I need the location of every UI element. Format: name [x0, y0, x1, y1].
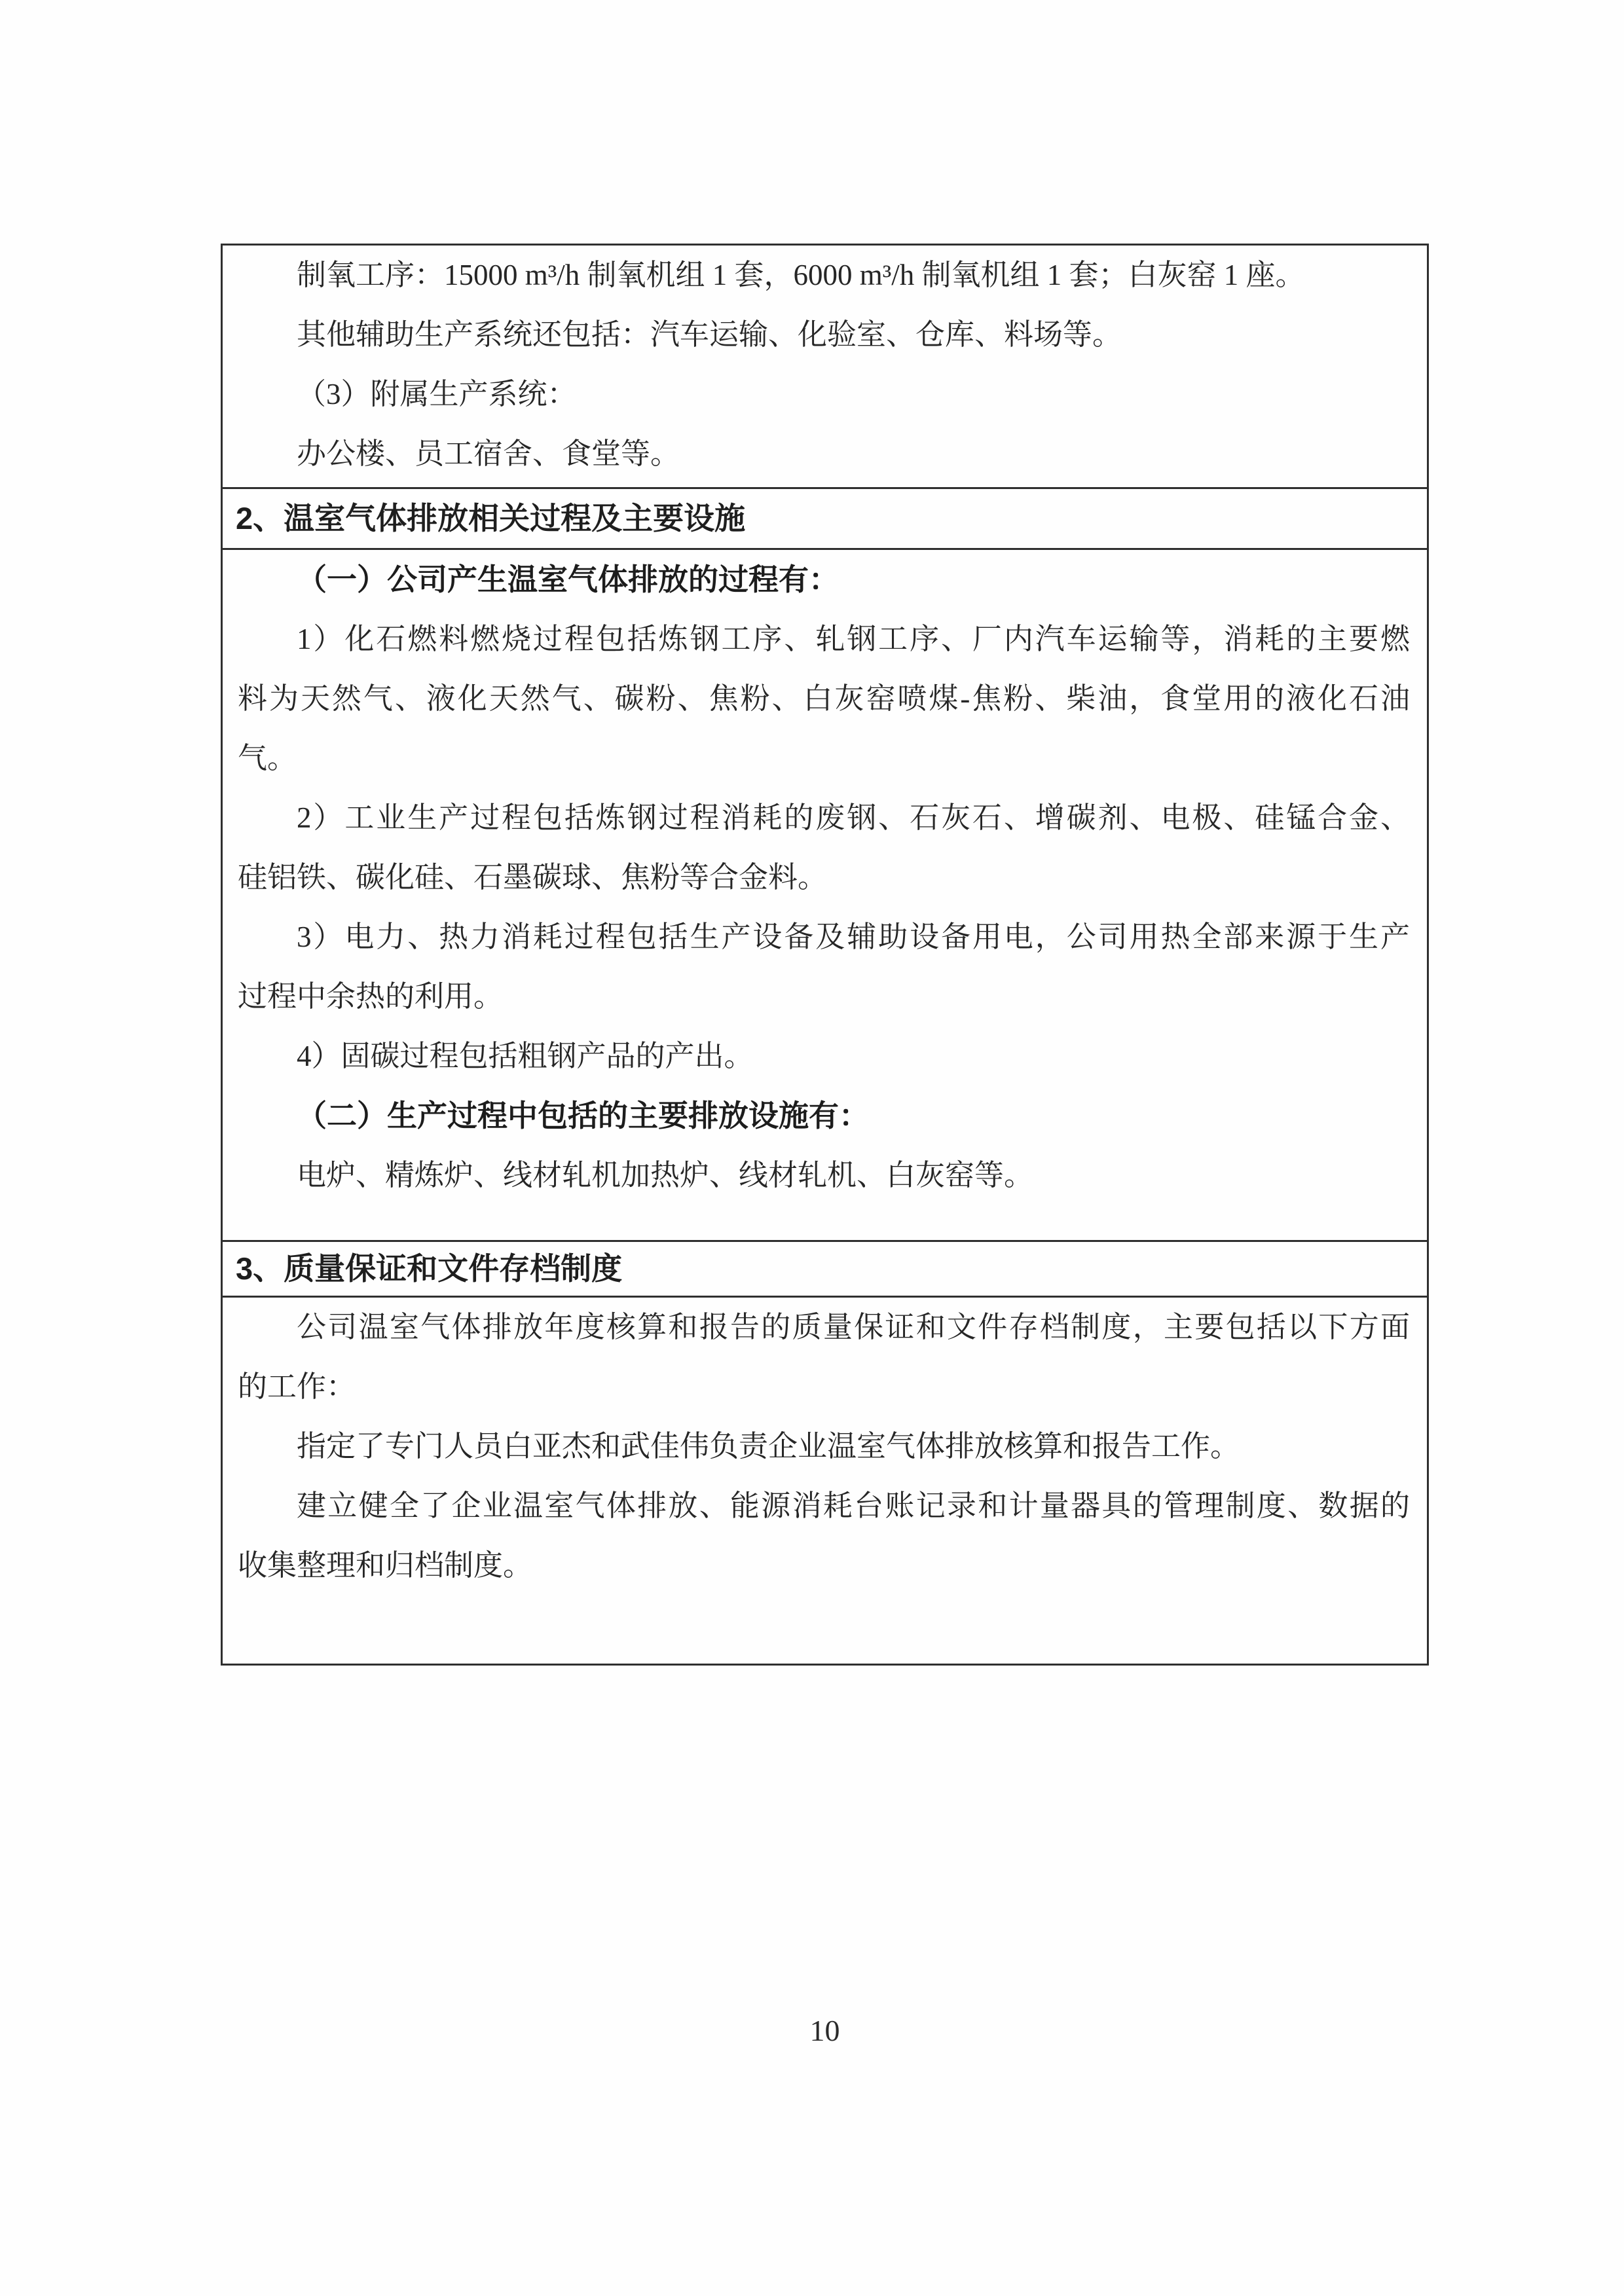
section2-p1-line3: 气。 [238, 742, 297, 774]
section3-p3-line2: 收集整理和归档制度。 [238, 1549, 533, 1582]
section3-p2-line1: 指定了专门人员白亚杰和武佳伟负责企业温室气体排放核算和报告工作。 [297, 1430, 1240, 1463]
section2-p3-line1: 3）电力、热力消耗过程包括生产设备及辅助设备用电，公司用热全部来源于生产 [297, 920, 1410, 953]
section2-body-cell [223, 550, 1427, 1242]
section2-p3-line2: 过程中余热的利用。 [238, 980, 504, 1013]
section2-sub1-heading: （一）公司产生温室气体排放的过程有： [297, 562, 839, 596]
report-table [221, 244, 1429, 1666]
section3-heading: 3、质量保证和文件存档制度 [236, 1251, 623, 1286]
section3-header-row [223, 1242, 1427, 1298]
section3-p1-line1: 公司温室气体排放年度核算和报告的质量保证和文件存档制度，主要包括以下方面 [297, 1311, 1410, 1343]
page-number: 10 [809, 2014, 840, 2047]
section2-p1-line1: 1）化石燃料燃烧过程包括炼钢工序、轧钢工序、厂内汽车运输等，消耗的主要燃 [297, 623, 1410, 655]
section2-p2-line1: 2）工业生产过程包括炼钢过程消耗的废钢、石灰石、增碳剂、电极、硅锰合金、 [297, 801, 1410, 834]
section2-p2-line2: 硅铝铁、碳化硅、石墨碳球、焦粉等合金料。 [238, 861, 828, 894]
section2-sub2-line1: 电炉、精炼炉、线材轧机加热炉、线材轧机、白灰窑等。 [297, 1159, 1034, 1192]
section3-p3-line1: 建立健全了企业温室气体排放、能源消耗台账记录和计量器具的管理制度、数据的 [297, 1489, 1410, 1522]
section1-line-auxiliary-systems: 其他辅助生产系统还包括：汽车运输、化验室、仓库、料场等。 [297, 318, 1122, 351]
section1-line-attached-systems-heading: （3）附属生产系统： [297, 378, 577, 410]
section3-body-cell [223, 1298, 1427, 1664]
section2-sub2-heading: （二）生产过程中包括的主要排放设施有： [297, 1099, 869, 1133]
section3-p1-line2: 的工作： [238, 1370, 356, 1403]
section1-line-oxygen-process: 制氧工序：15000 m³/h 制氧机组 1 套，6000 m³/h 制氧机组 1 套；白灰窑 1 座。 [297, 259, 1305, 291]
section2-header-row [223, 489, 1427, 550]
section1-continuation-cell [223, 246, 1427, 489]
section2-heading: 2、温室气体排放相关过程及主要设施 [236, 501, 746, 536]
section2-p1-line2: 料为天然气、液化天然气、碳粉、焦粉、白灰窑喷煤-焦粉、柴油，食堂用的液化石油 [238, 682, 1410, 715]
section1-line-office-buildings: 办公楼、员工宿舍、食堂等。 [297, 437, 680, 470]
section2-p4-line1: 4）固碳过程包括粗钢产品的产出。 [297, 1040, 754, 1072]
